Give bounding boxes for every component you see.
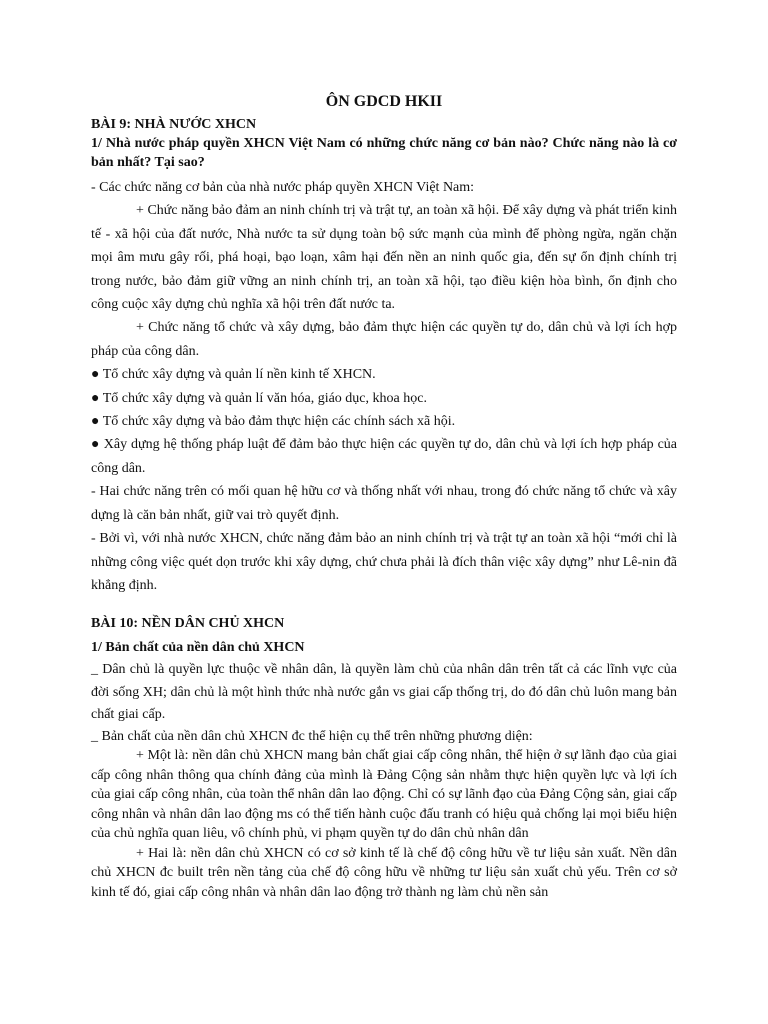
lesson-9-bullet-3: ● Tổ chức xây dựng và bảo đảm thực hiện các chính sách xã hội. [91, 414, 456, 430]
lesson-10-paragraph-3: + Một là: nền dân chủ XHCN mang bản chất giai cấp công nhân, thể hiện ở sự lãnh đạo của giai cấp công nhân thông qua chính đảng của mình là Đảng Cộng sản nhằm thực hiện quyền lực và lợi ích của giai cấp công nhân, của toàn thể nhân dân lao động. Chỉ có sự lãnh đạo của Đảng Cộng sản, giai cấp công nhân và nhân dân lao động ms có thể tiến hành cuộc đấu tranh có hiệu quả chống lại mọi biểu hiện của chủ nghĩa quan liêu, vô chính phủ, vi phạm quyền tự do dân chủ nhân dân [91, 748, 677, 842]
lesson-9-paragraph-5: - Bởi vì, với nhà nước XHCN, chức năng đảm bảo an ninh chính trị và trật tự an toàn xã hội “mới chỉ là những công việc quét dọn trước khi xây dựng, chứ chưa phải là đích thân việc xây dựng” như Lê-nin đã khẳng định. [91, 531, 677, 593]
lesson-10-question: 1/ Bản chất của nền dân chủ XHCN [91, 640, 305, 656]
lesson-10-heading: BÀI 10: NỀN DÂN CHỦ XHCN [91, 616, 285, 632]
lesson-9-bullet-4: ● Xây dựng hệ thống pháp luật để đảm bảo thực hiện các quyền tự do, dân chủ và lợi ích hợp pháp của công dân. [91, 437, 677, 476]
lesson-9-question: 1/ Nhà nước pháp quyền XHCN Việt Nam có những chức năng cơ bản nào? Chức năng nào là cơ bản nhất? Tại sao? [91, 136, 677, 170]
section-spacer [91, 597, 677, 615]
lesson-10-paragraph-2: _ Bản chất của nền dân chủ XHCN đc thể hiện cụ thể trên những phương diện: [91, 728, 533, 744]
lesson-9-bullet-2: ● Tổ chức xây dựng và quản lí văn hóa, giáo dục, khoa học. [91, 390, 427, 406]
document-title: ÔN GDCD HKII [325, 93, 443, 110]
lesson-9-section [91, 116, 677, 597]
lesson-9-heading: BÀI 9: NHÀ NƯỚC XHCN [91, 117, 257, 132]
lesson-9-paragraph-1: - Các chức năng cơ bản của nhà nước pháp quyền XHCN Việt Nam: [91, 180, 475, 195]
lesson-10-section [91, 615, 677, 902]
lesson-10-paragraph-1: _ Dân chủ là quyền lực thuộc về nhân dân, là quyền làm chủ của nhân dân trên tất cả các lĩnh vực của đời sống XH; dân chủ là một hình thức nhà nước gắn vs giai cấp thống trị, do đó dân chủ luôn mang bản chất giai cấp. [91, 662, 677, 723]
lesson-10-paragraph-4: + Hai là: nền dân chủ XHCN có cơ sở kinh tế là chế độ công hữu về tư liệu sản xuất. Nền dân chủ XHCN đc built trên nền tảng của chế độ công hữu về những tư liệu sản xuất chủ yếu. Trên cơ sở kinh tế đó, giai cấp công nhân và nhân dân lao động trở thành ng làm chủ nền sản [91, 845, 677, 900]
lesson-9-paragraph-3: + Chức năng tổ chức và xây dựng, bảo đảm thực hiện các quyền tự do, dân chủ và lợi ích hợp pháp của công dân. [91, 320, 677, 359]
lesson-9-bullet-1: ● Tổ chức xây dựng và quản lí nền kinh tế XHCN. [91, 367, 376, 383]
lesson-9-paragraph-2: + Chức năng bảo đảm an ninh chính trị và trật tự, an toàn xã hội. Để xây dựng và phát triển kinh tế - xã hội của đất nước, Nhà nước ta sử dụng toàn bộ sức mạnh của mình để phòng ngừa, ngăn chặn mọi âm mưu gây rối, phá hoại, bạo loạn, xâm hại đến nền an ninh quốc gia, đến sự ổn định chính trị trong nước, bảo đảm giữ vững an ninh chính trị, an toàn xã hội, tạo điều kiện hòa bình, ổn định cho công cuộc xây dựng chủ nghĩa xã hội trên đất nước ta. [91, 203, 677, 313]
lesson-9-paragraph-4: - Hai chức năng trên có mối quan hệ hữu cơ và thống nhất với nhau, trong đó chức năng tổ chức và xây dựng là căn bản nhất, giữ vai trò quyết định. [91, 484, 677, 523]
